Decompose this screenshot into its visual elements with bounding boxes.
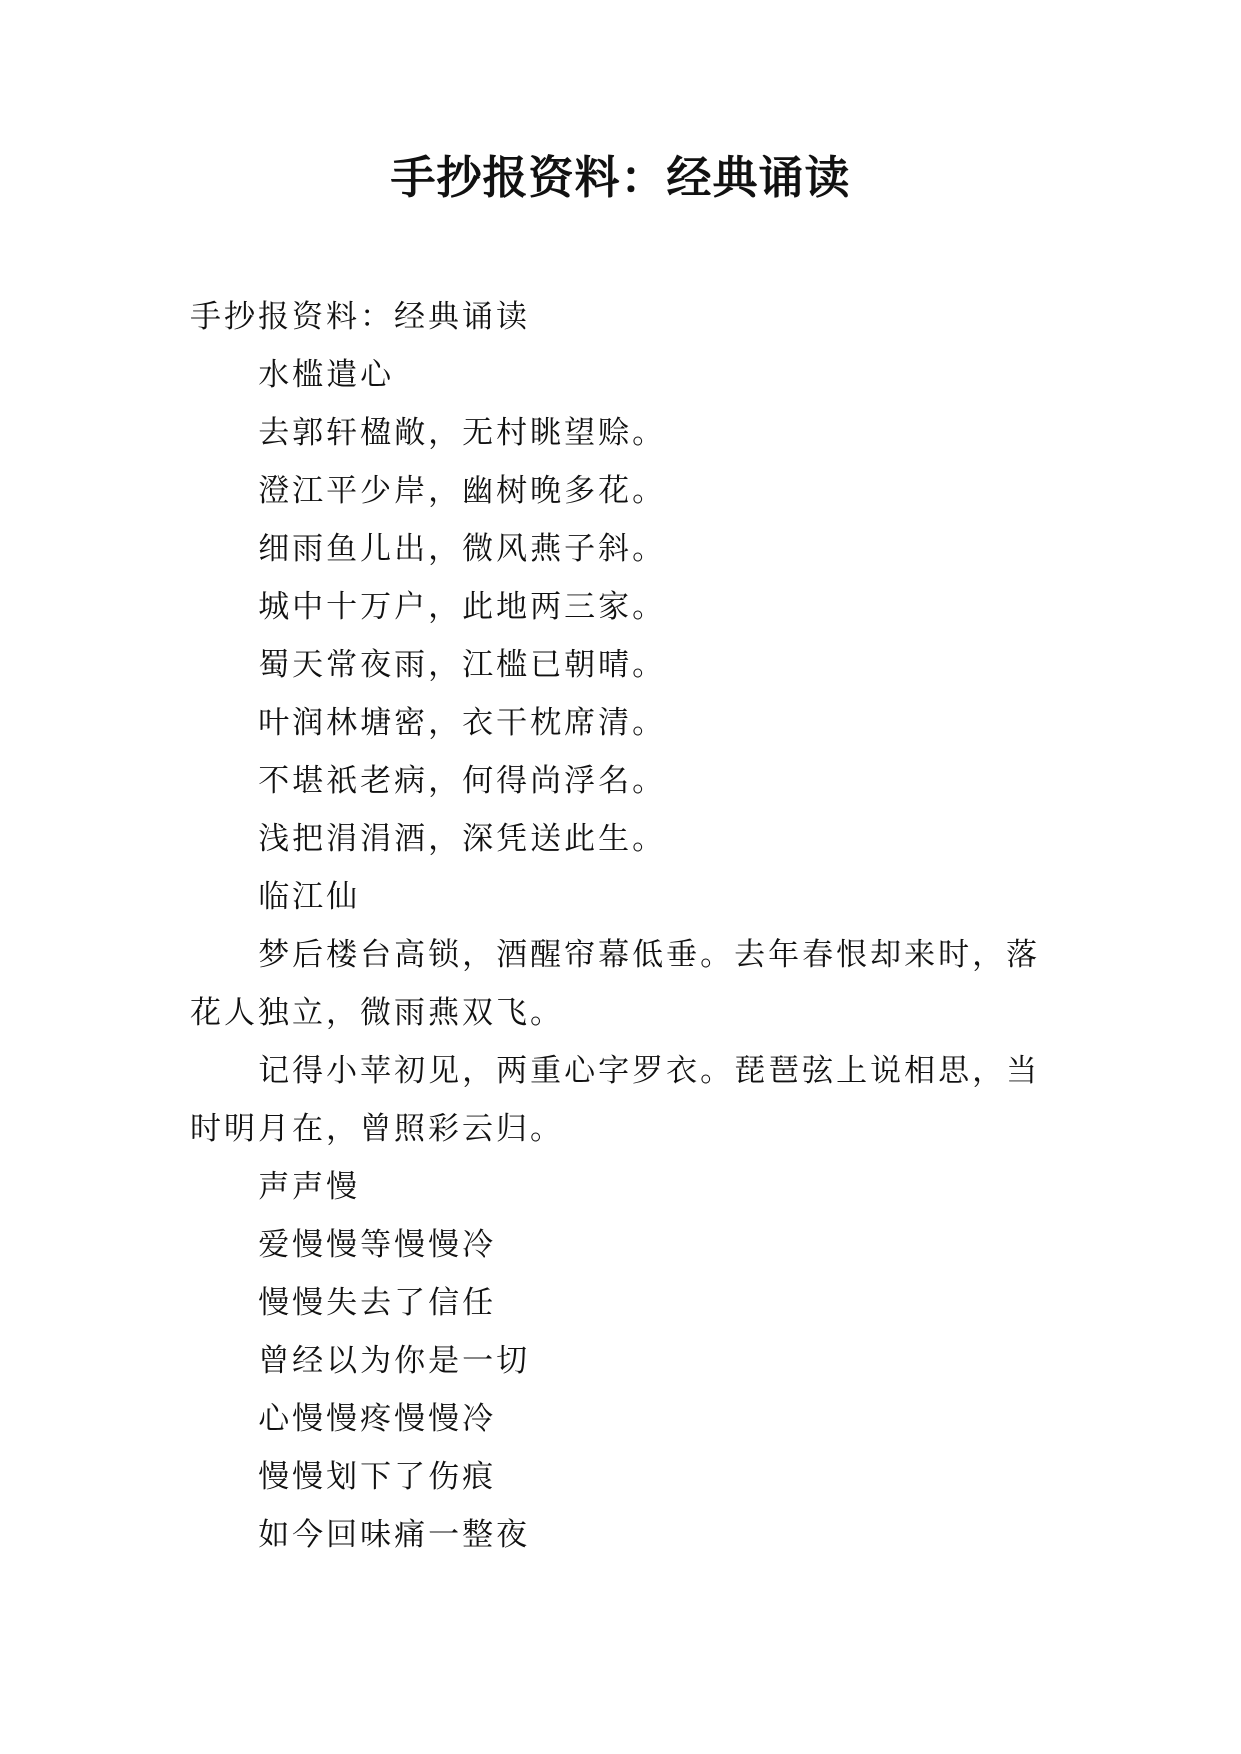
paragraph-intro: 手抄报资料：经典诵读	[190, 299, 530, 335]
lyric-line: 慢慢划下了伤痕	[258, 1459, 497, 1495]
poem-line: 细雨鱼儿出，微风燕子斜。	[258, 531, 667, 567]
document-body	[190, 288, 1051, 1564]
poem-line: 去郭轩楹敞，无村眺望赊。	[258, 415, 667, 451]
poem-line: 叶润林塘密，衣干枕席清。	[258, 705, 667, 741]
poem-title: 声声慢	[258, 1169, 361, 1205]
poem-line: 澄江平少岸，幽树晚多花。	[258, 473, 667, 509]
poem-line: 蜀天常夜雨，江槛已朝晴。	[258, 647, 667, 683]
poem-title: 水槛遣心	[258, 357, 395, 393]
poem-title: 临江仙	[258, 879, 361, 915]
lyric-line: 曾经以为你是一切	[258, 1343, 531, 1379]
lyric-line: 如今回味痛一整夜	[258, 1517, 531, 1553]
poem-paragraph: 记得小苹初见，两重心字罗衣。琵琶弦上说相思，当时明月在，曾照彩云归。	[190, 1053, 1041, 1147]
document-title: 手抄报资料：经典诵读	[390, 151, 851, 204]
poem-line: 浅把涓涓酒，深凭送此生。	[258, 821, 667, 857]
poem-line: 城中十万户，此地两三家。	[258, 589, 667, 625]
poem-line: 不堪祇老病，何得尚浮名。	[258, 763, 667, 799]
poem-paragraph: 梦后楼台高锁，酒醒帘幕低垂。去年春恨却来时，落花人独立，微雨燕双飞。	[190, 937, 1041, 1031]
lyric-line: 慢慢失去了信任	[258, 1285, 497, 1321]
lyric-line: 心慢慢疼慢慢冷	[258, 1401, 497, 1437]
lyric-line: 爱慢慢等慢慢冷	[258, 1227, 497, 1263]
